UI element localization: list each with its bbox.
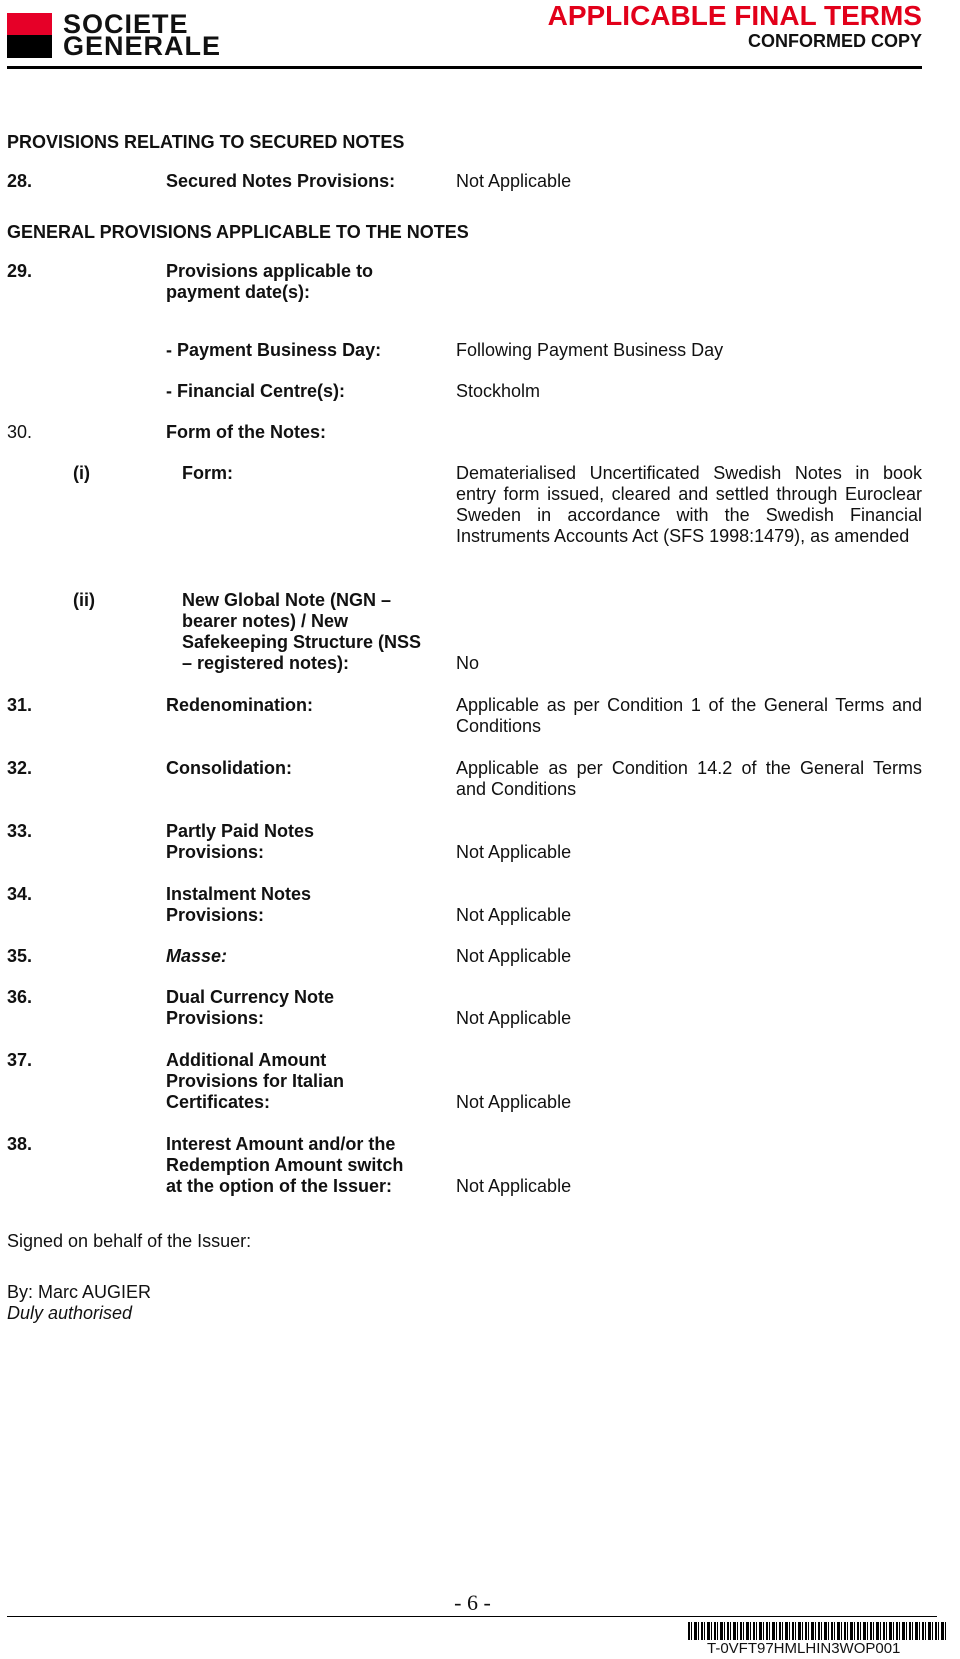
- item-33-label: Partly Paid Notes Provisions:: [166, 821, 315, 862]
- item-33-value: Not Applicable: [456, 842, 572, 862]
- item-30ii-label: New Global Note (NGN – bearer notes) / New Safekeeping Structure (NSS – registered notes):: [182, 590, 422, 673]
- item-38-number: 38.: [7, 1134, 33, 1154]
- item-28-number: 28.: [7, 171, 33, 191]
- section-heading-general: GENERAL PROVISIONS APPLICABLE TO THE NOTES: [7, 222, 469, 242]
- item-30i-value: Dematerialised Uncertificated Swedish Notes in book entry form issued, cleared and settled through Euroclear Sweden in accordance with the Swedish Financial Instruments Accounts Act (SFS 1998:1479), as amended: [456, 463, 922, 546]
- item-29a-value: Following Payment Business Day: [456, 340, 724, 360]
- logo-text-line2: GENERALE: [63, 31, 222, 61]
- item-38-label: Interest Amount and/or the Redemption Amount switch at the option of the Issuer:: [166, 1134, 404, 1196]
- item-31-number: 31.: [7, 695, 33, 715]
- item-29-number: 29.: [7, 261, 33, 281]
- item-36-value: Not Applicable: [456, 1008, 572, 1028]
- item-37-value: Not Applicable: [456, 1092, 572, 1112]
- item-29b-label: - Financial Centre(s):: [166, 381, 346, 401]
- barcode-image: [688, 1622, 946, 1640]
- item-37-label: Additional Amount Provisions for Italian Certificates:: [166, 1050, 345, 1112]
- header-rule: [7, 66, 922, 69]
- item-29-label: Provisions applicable to payment date(s):: [166, 261, 374, 302]
- item-30-label: Form of the Notes:: [166, 422, 326, 442]
- societe-generale-logo-mark: [7, 13, 52, 58]
- item-32-label: Consolidation:: [166, 758, 292, 778]
- item-31-value: Applicable as per Condition 1 of the General Terms and Conditions: [456, 695, 922, 736]
- signed-on-behalf-text: Signed on behalf of the Issuer:: [7, 1231, 252, 1251]
- page-number: - 6 -: [454, 1590, 491, 1615]
- item-34-number: 34.: [7, 884, 33, 904]
- item-33-number: 33.: [7, 821, 33, 841]
- item-36-number: 36.: [7, 987, 33, 1007]
- item-32-number: 32.: [7, 758, 33, 778]
- item-35-number: 35.: [7, 946, 33, 966]
- item-38-value: Not Applicable: [456, 1176, 572, 1196]
- section-heading-secured: PROVISIONS RELATING TO SECURED NOTES: [7, 132, 405, 152]
- item-28-value: Not Applicable: [456, 171, 572, 191]
- logo-black-block: [7, 35, 52, 58]
- signatory-title: Duly authorised: [7, 1303, 133, 1323]
- item-35-value: Not Applicable: [456, 946, 572, 966]
- item-36-label: Dual Currency Note Provisions:: [166, 987, 335, 1028]
- item-35-label: Masse:: [166, 946, 228, 966]
- document-title: APPLICABLE FINAL TERMS: [547, 0, 922, 31]
- signatory-name: By: Marc AUGIER: [7, 1282, 152, 1302]
- logo-red-block: [7, 13, 52, 35]
- footer-rule: [7, 1616, 937, 1617]
- item-30-number: 30.: [7, 422, 33, 442]
- document-subtitle: CONFORMED COPY: [747, 31, 922, 51]
- item-37-number: 37.: [7, 1050, 33, 1070]
- item-32-value: Applicable as per Condition 14.2 of the General Terms and Conditions: [456, 758, 922, 799]
- item-30ii-value: No: [456, 653, 480, 673]
- item-29a-label: - Payment Business Day:: [166, 340, 382, 360]
- item-30i-number: (i): [73, 463, 90, 483]
- logo-text-line1: SOCIETE: [63, 9, 189, 39]
- item-29b-value: Stockholm: [456, 381, 541, 401]
- item-31-label: Redenomination:: [166, 695, 313, 715]
- item-28-label: Secured Notes Provisions:: [166, 171, 396, 191]
- item-30i-label: Form:: [182, 463, 233, 483]
- barcode-text: T-0VFT97HMLHIN3WOP001: [707, 1640, 901, 1657]
- item-34-value: Not Applicable: [456, 905, 572, 925]
- item-30ii-number: (ii): [73, 590, 95, 610]
- item-34-label: Instalment Notes Provisions:: [166, 884, 312, 925]
